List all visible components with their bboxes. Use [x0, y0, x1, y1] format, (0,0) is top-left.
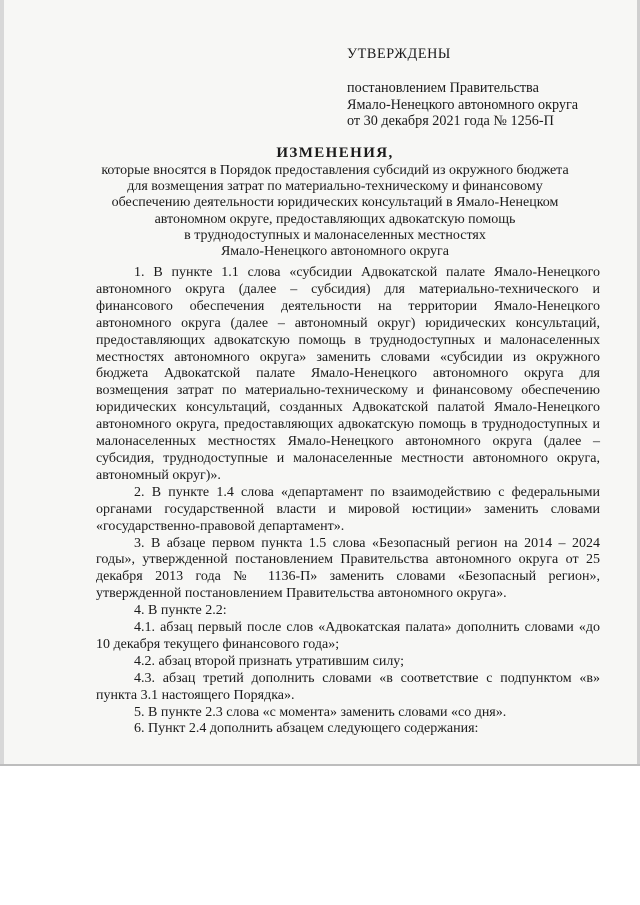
subtitle-line: для возмещения затрат по материально-техническому и финансовому [127, 179, 543, 195]
body-paragraph: 3. В абзаце первом пункта 1.5 слова «Безопасный регион на 2014 – 2024 годы», утвержденной постановлением Правительства автономного округа от 25 декабря 2013 года № 1136-П» заменить словами «Безопасный регион», утвержденной постановлением Правительства автономного округа». [96, 535, 600, 602]
approval-stamp-block [347, 46, 627, 130]
approved-line: постановлением Правительства [347, 80, 539, 97]
document-title: ИЗМЕНЕНИЯ, [276, 145, 394, 161]
document-body [96, 265, 600, 738]
body-paragraph: 4.3. абзац третий дополнить словами «в соответствие с подпунктом «в» пункта 3.1 настоящего Порядка». [96, 670, 600, 703]
body-paragraph: 2. В пункте 1.4 слова «департамент по взаимодействию с федеральными органами государственной власти и мировой юстиции» заменить словами «государственно-правовой департамент». [96, 484, 600, 534]
body-paragraph: 4.1. абзац первый после слов «Адвокатская палата» дополнить словами «до 10 декабря текущего финансового года»; [96, 620, 600, 652]
body-paragraph: 5. В пункте 2.3 слова «с момента» заменить словами «со дня». [134, 704, 507, 720]
approved-line: от 30 декабря 2021 года № 1256-П [347, 113, 554, 130]
subtitle-line: автономном округе, предоставляющих адвокатскую помощь [154, 211, 516, 227]
approved-title: УТВЕРЖДЕНЫ [347, 46, 451, 62]
blank-area [0, 766, 640, 905]
page-left-edge [0, 0, 4, 766]
body-paragraph: 4. В пункте 2.2: [134, 603, 227, 619]
subtitle-line: обеспечению деятельности юридических консультаций в Ямало-Ненецком [111, 195, 559, 211]
subtitle-line: в труднодоступных и малонаселенных местностях [184, 227, 486, 243]
body-paragraph: 4.2. абзац второй признать утратившим силу; [134, 653, 405, 669]
approved-line: Ямало-Ненецкого автономного округа [347, 96, 579, 113]
body-paragraph: 6. Пункт 2.4 дополнить абзацем следующего содержания: [134, 721, 479, 737]
subtitle-line: которые вносятся в Порядок предоставления субсидий из окружного бюджета [101, 163, 569, 178]
body-paragraph: 1. В пункте 1.1 слова «субсидии Адвокатской палате Ямало-Ненецкого автономного округа (далее – субсидия) для материально-технического и финансового обеспечения деятельности на территории Ямало-Ненецкого автономного округа (далее – автономный округ) юридических консультаций, предоставляющих адвокатскую помощь в труднодоступных и малонаселенных местностях автономного округа» заменить словами «субсидии из окружного бюджета Адвокатской палате Ямало-Ненецкого автономного округа для возмещения затрат по материально-техническому и финансовому обеспечению юридических консультаций, созданных Адвокатской палатой Ямало-Ненецкого автономного округа, предоставляющих адвокатскую помощь в труднодоступных и малонаселенных местностях Ямало-Ненецкого автономного округа (далее – субсидия, труднодоступные и малонаселенные местности автономного округа, автономный округ)». [96, 265, 600, 483]
document-heading [70, 145, 600, 260]
subtitle-line: Ямало-Ненецкого автономного округа [220, 244, 450, 260]
